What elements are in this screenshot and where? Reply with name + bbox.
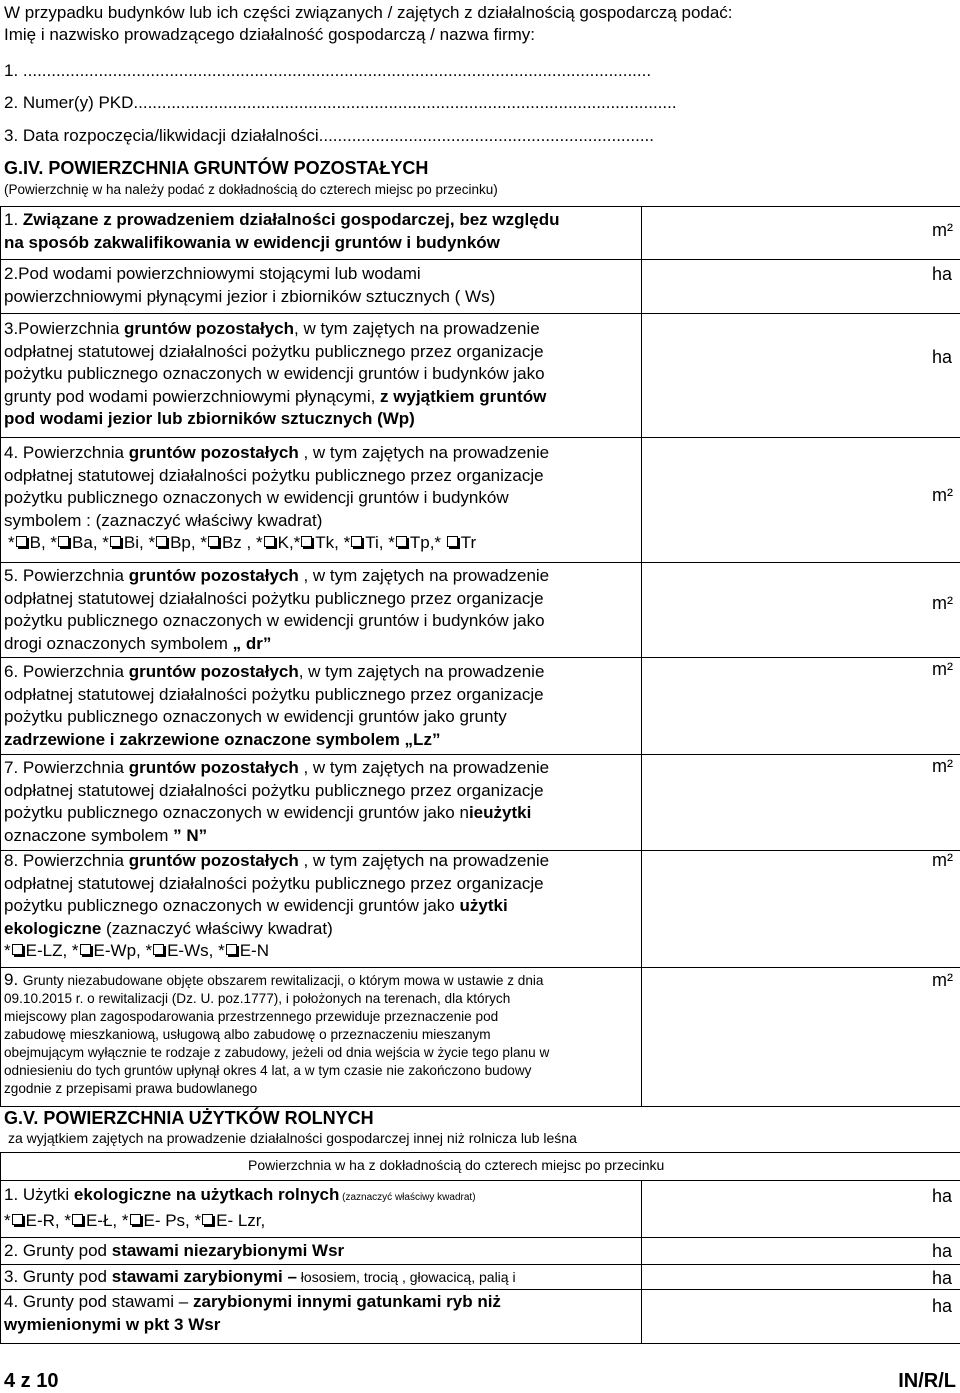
iv-row-8-options: * E-LZ, * E-Wp, * E-Ws, * E-N [4,941,269,960]
checkbox-bi[interactable] [110,536,121,547]
iv-row-2: 2.Pod wodami powierzchniowymi stojącymi lub wodami powierzchniowymi płynącymi jezior i zbiorników sztucznych ( Ws) [4,264,496,306]
iv-row-4: 4. Powierzchnia gruntów pozostałych , w tym zajętych na prowadzenie odpłatnej statutowej działalności pożytku publicznego przez organizacje pożytku publicznego oznaczonych w ewidencji gruntów i budynków symbolem : (zaznaczyć właściwy kwadrat) * B, * Ba, * Bi, * Bp, * Bz , * K,* Tk, * Ti, * Tp,* Tr [4,442,640,555]
unit-m2: m² [932,756,953,776]
section-iv-title: G.IV. POWIERZCHNIA GRUNTÓW POZOSTAŁYCH [4,158,429,178]
checkbox-e-ws[interactable] [153,944,164,955]
iv-row-9: 9. Grunty niezabudowane objęte obszarem rewitalizacji, o którym mowa w ustawie z dnia 09.10.2015 r. o rewitalizacji (Dz. U. poz.1777), i położonych na terenach, dla których miejscowy plan zagospodarowania przestrzennego przewiduje przeznaczenie pod zabudowę mieszkaniową, usługową albo zabudowę o przeznaczeniu mieszanym obejmującym wyłącznie te rodzaje z zabudowy, jeżeli od dnia wejścia w życie tego planu w odniesieniu do tych gruntów upłynął okres 4 lat, a w tym czasie nie zakończono budowy zgodnie z przepisami prawa budowlanego [4,970,550,1096]
iv-row-3: 3.Powierzchnia gruntów pozostałych, w tym zajętych na prowadzenie odpłatnej statutowej działalności pożytku publicznego przez organizacje pożytku publicznego oznaczonych w ewidencji gruntów i budynków jako grunty pod wodami powierzchniowymi płynącymi, z wyjątkiem gruntów pod wodami jezior lub zbiorników sztucznych (Wp) [4,319,547,428]
unit-m2: m² [932,220,953,240]
unit-ha: ha [932,1241,953,1261]
unit-m2: m² [932,659,953,679]
intro-item-pkd: 2. Numer(y) PKD................................................................................................................... [4,93,677,112]
checkbox-e-lzr[interactable] [202,1214,213,1225]
checkbox-k[interactable] [264,536,275,547]
unit-ha: ha [932,347,953,367]
v-row-3: 3. Grunty pod stawami zarybionymi – łososiem, trocią , głowacicą, palią i [4,1267,516,1286]
checkbox-bz[interactable] [208,536,219,547]
section-iv-subtitle: (Powierzchnię w ha należy podać z dokładnością do czterech miejsc po przecinku) [4,182,498,197]
checkbox-tk[interactable] [301,536,312,547]
checkbox-ba[interactable] [58,536,69,547]
intro-line-2: Imię i nazwisko prowadzącego działalność gospodarczą / nazwa firmy: [4,25,536,44]
checkbox-b[interactable] [16,536,27,547]
checkbox-e-l[interactable] [72,1214,83,1225]
iv-row-1: 1. Związane z prowadzeniem działalności gospodarczej, bez względu na sposób zakwalifikowania w ewidencji gruntów i budynków [4,210,560,252]
section-v-title: G.V. POWIERZCHNIA UŻYTKÓW ROLNYCH [4,1108,374,1128]
iv-row-7: 7. Powierzchnia gruntów pozostałych , w tym zajętych na prowadzenie odpłatnej statutowej działalności pożytku publicznego przez organizacje pożytku publicznego oznaczonych w ewidencji gruntów jako nieużytki oznaczone symbolem ” N” [4,758,550,845]
unit-m2: m² [932,485,953,505]
checkbox-e-n[interactable] [226,944,237,955]
iv-row-5: 5. Powierzchnia gruntów pozostałych , w tym zajętych na prowadzenie odpłatnej statutowej działalności pożytku publicznego przez organizacje pożytku publicznego oznaczonych w ewidencji gruntów i budynków jako drogi oznaczonych symbolem „ dr” [4,566,550,653]
v-row-2: 2. Grunty pod stawami niezarybionymi Wsr [4,1241,345,1260]
v-row-1: 1. Użytki ekologiczne na użytkach rolnych (zaznaczyć właściwy kwadrat) * E-R, * E-Ł, * E- Ps, * E- Lzr, [4,1184,640,1232]
checkbox-e-lz[interactable] [12,944,23,955]
checkbox-tp[interactable] [396,536,407,547]
section-v-precision-note: Powierzchnia w ha z dokładnością do czterech miejsc po przecinku [248,1157,665,1173]
checkbox-e-ps[interactable] [130,1214,141,1225]
unit-ha: ha [932,1268,953,1288]
intro-line-1: W przypadku budynków lub ich części związanych / zajętych z działalnością gospodarczą podać: [4,3,733,22]
iv-row-4-options: * B, * Ba, * Bi, * Bp, * Bz , * K,* Tk, * Ti, * Tp,* Tr [8,533,477,552]
checkbox-e-wp[interactable] [80,944,91,955]
checkbox-tr[interactable] [447,536,458,547]
iv-row-8: 8. Powierzchnia gruntów pozostałych , w tym zajętych na prowadzenie odpłatnej statutowej działalności pożytku publicznego przez organizacje pożytku publicznego oznaczonych w ewidencji gruntów jako użytki ekologiczne (zaznaczyć właściwy kwadrat) * E-LZ, * E-Wp, * E-Ws, * E-N [4,850,640,963]
unit-ha: ha [932,264,953,284]
v-row-4: 4. Grunty pod stawami – zarybionymi innymi gatunkami ryb niż wymienionymi w pkt 3 Wsr [4,1292,501,1334]
checkbox-e-r[interactable] [12,1214,23,1225]
checkbox-ti[interactable] [351,536,362,547]
intro-item-date: 3. Data rozpoczęcia/likwidacji działalności....................................................................... [4,126,654,145]
unit-ha: ha [932,1186,953,1206]
iv-row-6: 6. Powierzchnia gruntów pozostałych, w tym zajętych na prowadzenie odpłatnej statutowej działalności pożytku publicznego przez organizacje pożytku publicznego oznaczonych w ewidencji gruntów jako grunty zadrzewione i zakrzewione oznaczone symbolem „Lz” [4,662,545,749]
unit-m2: m² [932,850,953,870]
unit-m2: m² [932,593,953,613]
unit-m2: m² [932,970,953,990]
section-v-subtitle: za wyjątkiem zajętych na prowadzenie działalności gospodarczej innej niż rolnicza lub leśna [8,1130,577,1146]
unit-ha: ha [932,1296,953,1316]
checkbox-bp[interactable] [156,536,167,547]
page-number: 4 z 10 [4,1370,59,1392]
intro-item-name: 1. ..................................................................................................................................... [4,61,652,80]
form-code: IN/R/L [898,1370,956,1392]
v-row-1-options: * E-R, * E-Ł, * E- Ps, * E- Lzr, [4,1210,266,1230]
